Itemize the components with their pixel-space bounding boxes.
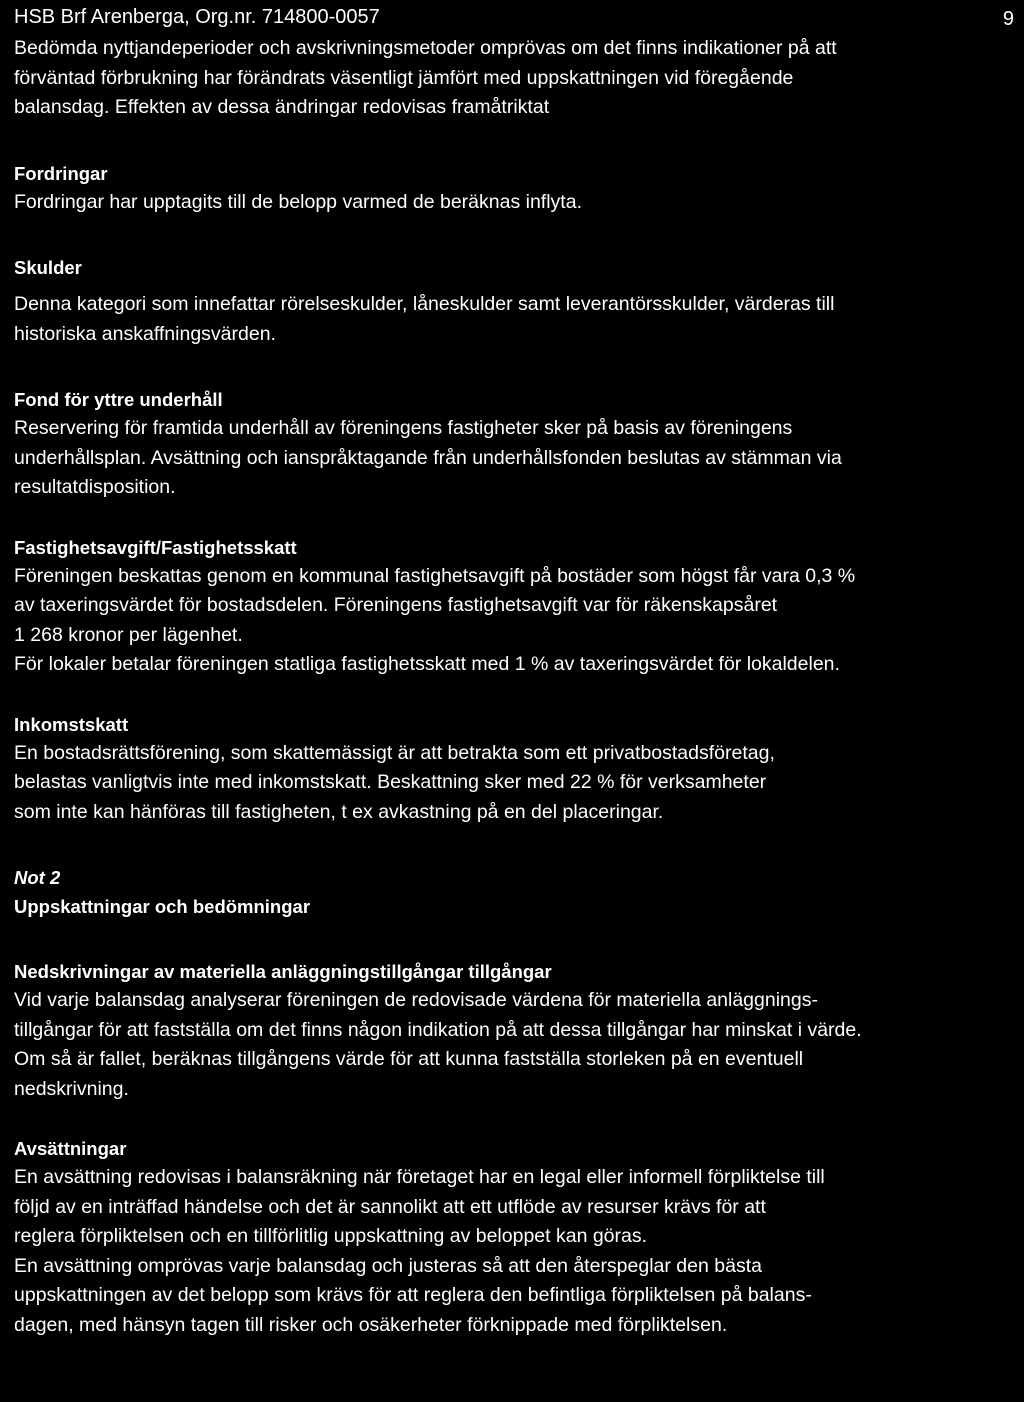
skulder-section	[14, 253, 999, 349]
page-number: 9	[1002, 8, 1014, 30]
text-line: resultatdisposition.	[14, 476, 176, 498]
text-line: underhållsplan. Avsättning och ianspråktagande från underhållsfonden beslutas av stämman via	[14, 446, 842, 469]
text-line: 1 268 kronor per lägenhet.	[14, 623, 243, 646]
text-line: För lokaler betalar föreningen statliga fastighetsskatt med 1 % av taxeringsvärdet för lokaldelen.	[14, 653, 840, 675]
fond-section	[14, 385, 999, 503]
text-line: Denna kategori som innefattar rörelseskulder, låneskulder samt leverantörsskulder, värderas till	[14, 293, 835, 315]
text-line: En bostadsrättsförening, som skattemässigt är att betrakta som ett privatbostadsföretag,	[14, 741, 775, 764]
text-line: Föreningen beskattas genom en kommunal fastighetsavgift på bostäder som högst får vara 0,3 %	[14, 564, 856, 587]
note-heading: Uppskattningar och bedömningar	[14, 896, 311, 917]
text-line: Reservering för framtida underhåll av föreningens fastigheter sker på basis av föreningens	[14, 417, 793, 439]
fordringar-section	[14, 159, 999, 218]
nedskrivningar-section	[14, 957, 999, 1104]
avsattningar-section	[14, 1134, 999, 1340]
section-heading: Inkomstskatt	[14, 713, 129, 735]
text-line: förväntad förbrukning har förändrats väsentligt jämfört med uppskattningen vid föregående	[14, 66, 794, 89]
section-heading: Avsättningar	[14, 1138, 127, 1159]
section-paragraph	[14, 290, 999, 349]
section-heading: Fond för yttre underhåll	[14, 389, 223, 410]
text-line: belastas vanligtvis inte med inkomstskatt. Beskattning sker med 22 % för verksamheter	[14, 771, 767, 793]
text-line: som inte kan hänföras till fastigheten, t ex avkastning på en del placeringar.	[14, 800, 664, 823]
inkomstskatt-section	[14, 710, 999, 828]
section-heading: Skulder	[14, 257, 82, 278]
section-heading: Fordringar	[14, 162, 108, 184]
text-line: balansdag. Effekten av dessa ändringar redovisas framåtriktat	[14, 96, 550, 118]
note-label: Not 2	[14, 867, 61, 888]
intro-section	[14, 34, 999, 123]
intro-paragraph	[14, 34, 999, 123]
text-line: Fordringar har upptagits till de belopp varmed de beräknas inflyta.	[14, 190, 582, 213]
section-heading: Fastighetsavgift/Fastighetsskatt	[14, 536, 297, 558]
fastighet-section	[14, 533, 999, 680]
text-line: nedskrivning.	[14, 1077, 129, 1100]
section-paragraph	[14, 562, 999, 680]
document-header: HSB Brf Arenberga, Org.nr. 714800-0057	[14, 6, 380, 28]
section-heading: Nedskrivningar av materiella anläggningstillgångar tillgångar	[14, 961, 552, 982]
text-line: En avsättning redovisas i balansräkning när företaget har en legal eller informell förpliktelse till	[14, 1166, 825, 1188]
text-line: Vid varje balansdag analyserar föreningen de redovisade värdena för materiella anläggnings-	[14, 989, 818, 1011]
text-line: historiska anskaffningsvärden.	[14, 322, 276, 345]
document-body	[14, 34, 999, 1340]
text-line: Bedömda nyttjandeperioder och avskrivningsmetoder omprövas om det finns indikationer på att	[14, 37, 837, 59]
text-line: av taxeringsvärdet för bostadsdelen. Föreningens fastighetsavgift var för räkenskapsåret	[14, 594, 778, 616]
section-paragraph	[14, 1163, 999, 1340]
text-line: reglera förpliktelsen och en tillförlitlig uppskattning av beloppet kan göras.	[14, 1225, 648, 1247]
section-paragraph	[14, 986, 999, 1104]
not2-section	[14, 863, 999, 921]
text-line: dagen, med hänsyn tagen till risker och osäkerheter förknippade med förpliktelsen.	[14, 1313, 728, 1336]
section-paragraph	[14, 414, 999, 503]
section-paragraph	[14, 739, 999, 828]
text-line: En avsättning omprövas varje balansdag och justeras så att den återspeglar den bästa	[14, 1254, 762, 1277]
text-line: tillgångar för att fastställa om det finns någon indikation på att dessa tillgångar har minskat i värde.	[14, 1018, 862, 1041]
section-paragraph	[14, 188, 999, 218]
text-line: Om så är fallet, beräknas tillgångens värde för att kunna fastställa storleken på en eventuell	[14, 1048, 804, 1070]
text-line: följd av en inträffad händelse och det är sannolikt att ett utflöde av resurser krävs för att	[14, 1195, 766, 1218]
text-line: uppskattningen av det belopp som krävs för att reglera den befintliga förpliktelsen på balans-	[14, 1284, 812, 1306]
